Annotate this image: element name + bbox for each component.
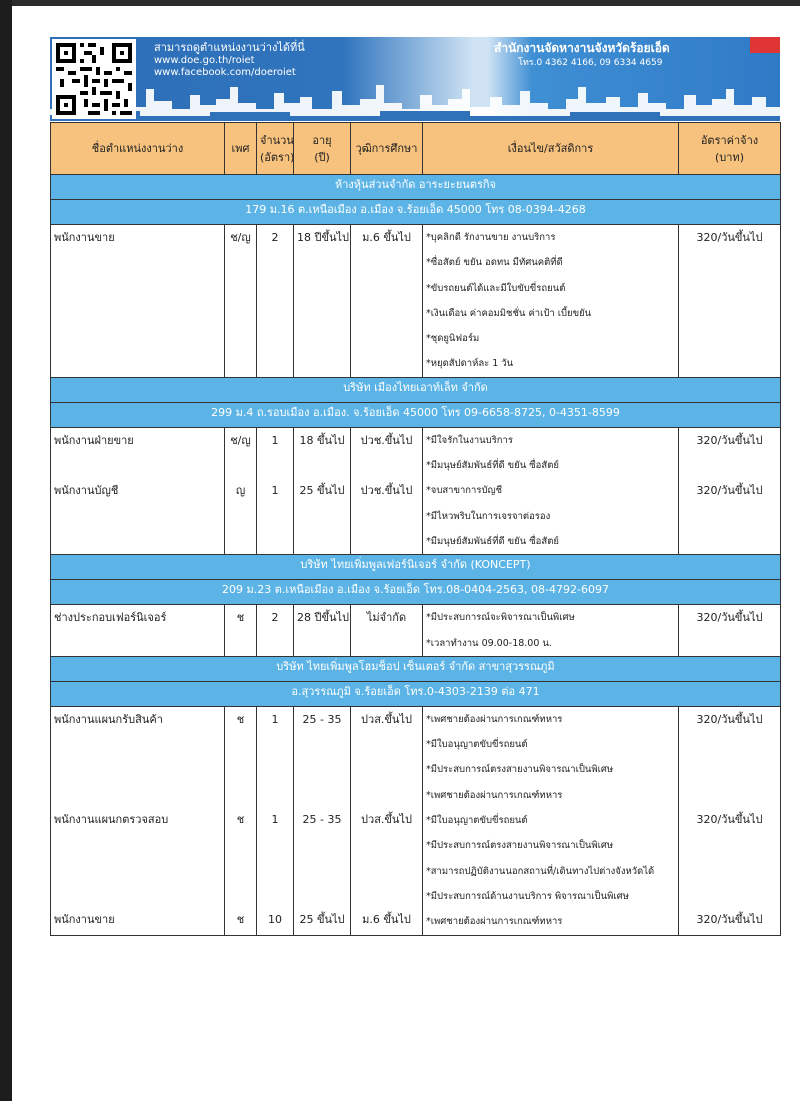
job-conditions [423,225,679,378]
job-count: 2 [257,225,294,378]
job-sex: ช ช ช [225,706,257,935]
header-conditions: เงื่อนไข/สวัสดิการ [423,123,679,175]
company-address: 209 ม.23 ต.เหนือเมือง อ.เมือง จ.ร้อยเอ็ด โทร.08-0404-2563, 08-4792-6097 [51,580,781,605]
job-position: พนักงานแผนกรับสินค้า พนักงานแผนกตรวจสอบ พนักงานขาย [51,706,225,935]
condition-item: *เพศชายต้องผ่านการเกณฑ์ทหาร [426,789,563,801]
job-age: 18 ปีขึ้นไป [294,225,351,378]
company-name-row [51,175,781,200]
job-education: ปวส.ขึ้นไป ปวส.ขึ้นไป ม.6 ขึ้นไป [351,706,423,935]
banner-facebook[interactable]: www.facebook.com/doeroiet [154,67,296,78]
condition-item: *มีมนุษย์สัมพันธ์ที่ดี ขยัน ซื่อสัตย์ [426,460,559,472]
scan-edge-top [12,0,800,6]
job-count: 1 1 [257,427,294,554]
job-position: ช่างประกอบเฟอร์นิเจอร์ [51,605,225,657]
header-count: จำนวน (อัตรา) [257,123,294,175]
condition-item: *บุคลิกดี รักงานขาย งานบริการ [426,232,556,243]
banner-website[interactable]: www.doe.go.th/roiet [154,55,255,66]
company-name-row [51,377,781,402]
job-sex: ช [225,605,257,657]
condition-item: *ชุดยูนิฟอร์ม [426,333,480,345]
job-conditions [423,427,679,554]
company-address-row [51,402,781,427]
job-position: พนักงานฝ่ายขาย พนักงานบัญชี [51,427,225,554]
header-position: ชื่อตำแหน่งงานว่าง [51,123,225,175]
condition-item: *มีประสบการณ์ตรงสายงานพิจารณาเป็นพิเศษ [426,764,614,776]
table-row [51,605,781,657]
office-name: สำนักงานจัดหางานจังหวัดร้อยเอ็ด [494,41,670,55]
condition-item: *ขับรถยนต์ได้และมีใบขับขี่รถยนต์ [426,282,566,294]
condition-item: *เพศชายต้องผ่านการเกณฑ์ทหาร [426,713,563,725]
company-name: บริษัท ไทยเพิ่มพูลเฟอร์นิเจอร์ จำกัด (KONCEPT) [51,555,781,580]
job-conditions [423,706,679,935]
office-phone: โทร.0 4362 4166, 09 6334 4659 [518,58,663,68]
company-address-row [51,681,781,706]
condition-item: *มีประสบการณ์ตรงสายงานพิจารณาเป็นพิเศษ [426,840,614,852]
job-education: ไม่จำกัด [351,605,423,657]
banner-line-1: สามารถดูตำแหน่งงานว่างได้ที่นี่ [154,41,305,54]
job-wage: 320/วันขึ้นไป 320/วันขึ้นไป 320/วันขึ้นไป [679,706,781,935]
job-sex: ช/ญ ญ [225,427,257,554]
job-conditions [423,605,679,657]
qr-code[interactable] [52,39,136,119]
condition-item: *จบสาขาการบัญชี [426,485,503,497]
condition-item: *มีประสบการณ์ด้านงานบริการ พิจารณาเป็นพิเศษ [426,890,629,902]
job-sex: ช/ญ [225,225,257,378]
job-count: 1 1 10 [257,706,294,935]
job-wage: 320/วันขึ้นไป 320/วันขึ้นไป [679,427,781,554]
job-education: ปวช.ขึ้นไป ปวช.ขึ้นไป [351,427,423,554]
table-row [51,225,781,378]
table-row [51,706,781,935]
job-count: 2 [257,605,294,657]
condition-item: *มีใบอนุญาตขับขี่รถยนต์ [426,739,528,751]
scan-edge [0,0,12,1101]
job-vacancy-table [50,122,781,936]
condition-item: *เวลาทำงาน 09.00-18.00 น. [426,637,552,649]
company-address: 179 ม.16 ต.เหนือเมือง อ.เมือง จ.ร้อยเอ็ด 45000 โทร 08-0394-4268 [51,200,781,225]
company-name: ห้างหุ้นส่วนจำกัด อาระยะยนตรกิจ [51,175,781,200]
company-address: 299 ม.4 ถ.รอบเมือง อ.เมือง. จ.ร้อยเอ็ด 45000 โทร 09-6658-8725, 0-4351-8599 [51,402,781,427]
condition-item: *มีไหวพริบในการเจรจาต่อรอง [426,510,551,522]
company-name: บริษัท เมืองไทยเอาท์เล็ท จำกัด [51,377,781,402]
company-address: อ.สุวรรณภูมิ จ.ร้อยเอ็ด โทร.0-4303-2139 ต่อ 471 [51,681,781,706]
red-accent-block [750,37,780,53]
condition-item: *มีใบอนุญาตขับขี่รถยนต์ [426,815,528,827]
job-wage: 320/วันขึ้นไป [679,225,781,378]
job-wage: 320/วันขึ้นไป [679,605,781,657]
table-row [51,427,781,554]
condition-item: *เงินเดือน ค่าคอมมิชชั่น ค่าเป้า เบี้ยขยัน [426,307,592,319]
company-name: บริษัท ไทยเพิ่มพูลโฮมช็อป เซ็นเตอร์ จำกัด สาขาสุวรรณภูมิ [51,656,781,681]
company-address-row [51,200,781,225]
condition-item: *มีมนุษย์สัมพันธ์ที่ดี ขยัน ซื่อสัตย์ [426,535,559,547]
header-wage: อัตราค่าจ้าง (บาท) [679,123,781,175]
header-education: วุฒิการศึกษา [351,123,423,175]
condition-item: *มีใจรักในงานบริการ [426,434,513,446]
job-age: 18 ขึ้นไป 25 ขึ้นไป [294,427,351,554]
condition-item: *ซื่อสัตย์ ขยัน อดทน มีทัศนคติที่ดี [426,257,563,269]
condition-item: *หยุดสัปดาห์ละ 1 วัน [426,358,514,370]
company-name-row [51,656,781,681]
company-address-row [51,580,781,605]
header-age: อายุ (ปี) [294,123,351,175]
condition-item: *สามารถปฏิบัติงานนอกสถานที่/เดินทางไปต่างจังหวัดได้ [426,865,655,877]
header-sex: เพศ [225,123,257,175]
job-age: 25 - 35 25 - 35 25 ขึ้นไป [294,706,351,935]
condition-item: *มีประสบการณ์จะพิจารณาเป็นพิเศษ [426,612,575,624]
job-education: ม.6 ขึ้นไป [351,225,423,378]
table-header-row [51,123,781,175]
condition-item: *เพศชายต้องผ่านการเกณฑ์ทหาร [426,916,563,928]
job-position: พนักงานขาย [51,225,225,378]
company-name-row [51,555,781,580]
job-age: 28 ปีขึ้นไป [294,605,351,657]
